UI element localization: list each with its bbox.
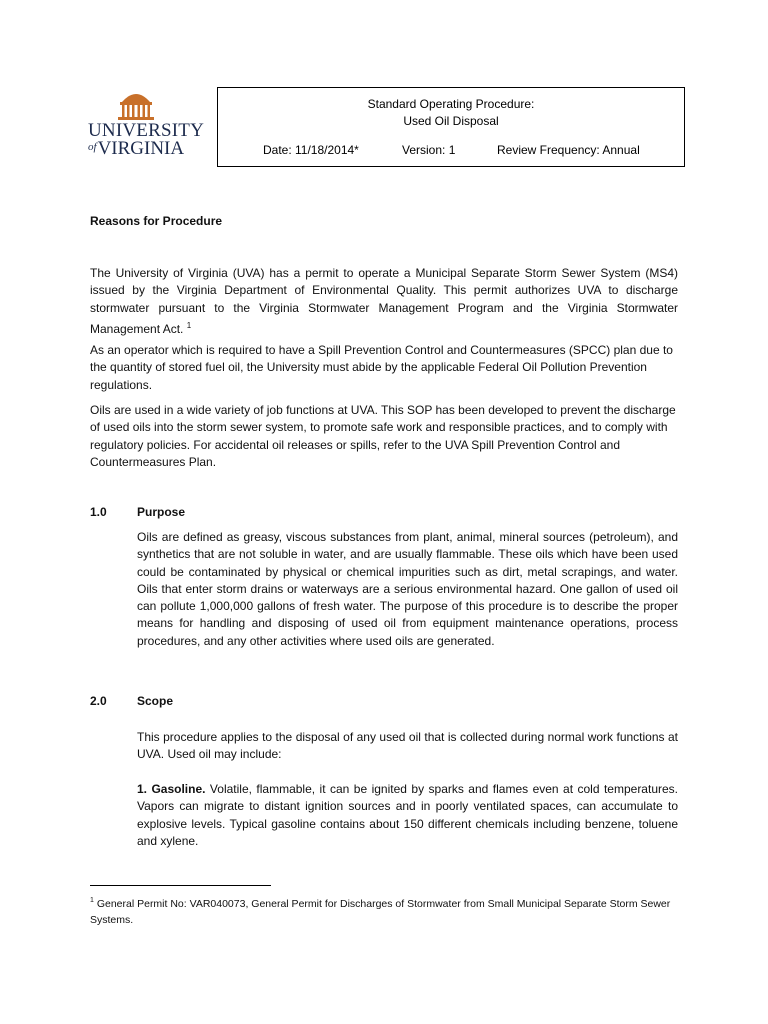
reasons-paragraph-2: As an operator which is required to have a Spill Prevention Control and Countermeasures (SPCC) plan due to the quantity of stored fuel oil, the University must abide by the applicable Federal Oil Pollution Prevention regulations. <box>90 343 673 392</box>
footnote-text: General Permit No: VAR040073, General Permit for Discharges of Stormwater from Small Municipal Separate Storm Sewer Systems. <box>90 898 671 926</box>
section-2-title: Scope <box>137 694 174 708</box>
sop-header-box <box>217 87 685 167</box>
uva-logo <box>88 88 204 160</box>
logo-virginia-word: VIRGINIA <box>97 138 185 159</box>
sop-subtitle: Used Oil Disposal <box>403 114 499 128</box>
rotunda-icon <box>114 88 158 122</box>
footnote <box>90 893 680 928</box>
reasons-paragraph-3: Oils are used in a wide variety of job functions at UVA. This SOP has been developed to prevent the discharge of used oils into the storm sewer system, to promote safe work and responsible practices, and to comply with regulatory policies. For accidental oil releases or spills, refer to the UVA Spill Prevention Control and Countermeasures Plan. <box>90 403 676 469</box>
section-2-item-gasoline <box>137 781 678 850</box>
section-1-title: Purpose <box>137 505 186 519</box>
reasons-paragraph-1 <box>90 265 678 338</box>
sop-version: Version: 1 <box>402 143 456 157</box>
reasons-heading: Reasons for Procedure <box>90 214 223 228</box>
section-2-body: This procedure applies to the disposal of any used oil that is collected during normal work functions at UVA. Used oil may include: <box>137 730 678 762</box>
footnote-reference[interactable]: 1 <box>186 320 192 330</box>
logo-virginia-text <box>88 138 184 158</box>
gasoline-label: 1. Gasoline. <box>137 782 206 796</box>
sop-review-frequency: Review Frequency: Annual <box>497 143 640 157</box>
sop-date: Date: 11/18/2014* <box>263 143 359 157</box>
section-1-body: Oils are defined as greasy, viscous substances from plant, animal, mineral sources (petroleum), and synthetics that are not soluble in water, and are usually flammable. These oils which have been used could be contaminated by physical or chemical impurities such as dirt, metal scrapings, and water. Oils that enter storm drains or waterways are a serious environmental hazard. One gallon of used oil can pollute 1,000,000 gallons of fresh water. The purpose of this procedure is to describe the proper means for handling and disposing of used oil from equipment maintenance operations, process procedures, and any other activities where used oils are generated. <box>137 530 678 648</box>
logo-of-text: of <box>88 141 97 153</box>
footnote-divider <box>90 885 271 886</box>
section-1-number: 1.0 <box>90 505 107 519</box>
gasoline-text: Volatile, flammable, it can be ignited by sparks and flames even at cold temperatures. Vapors can migrate to distant ignition sources and in poorly ventilated spaces, can accumulate to explosive levels. Typical gasoline contains about 150 different chemicals including benzene, toluene and xylene. <box>137 782 678 848</box>
footnote-marker: 1 <box>90 897 94 904</box>
reasons-paragraph-1-text: The University of Virginia (UVA) has a permit to operate a Municipal Separate Storm Sewer System (MS4) issued by the Virginia Department of Environmental Quality. This permit authorizes UVA to discharge stormwater pursuant to the Virginia Stormwater Management Program and the Virginia Stormwater Management Act. <box>90 266 678 336</box>
section-2-number: 2.0 <box>90 694 107 708</box>
logo-university-text: UNIVERSITY <box>88 120 204 141</box>
sop-title: Standard Operating Procedure: <box>367 97 535 111</box>
